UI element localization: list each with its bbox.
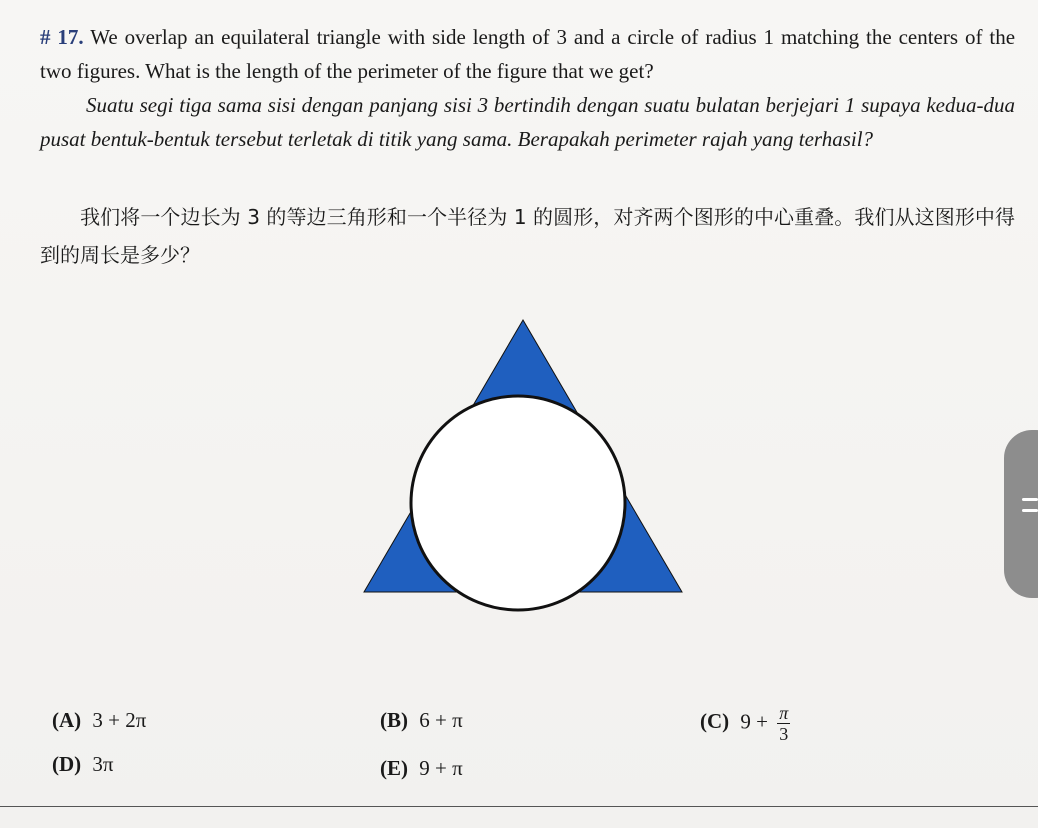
choice-c-letter: (C): [700, 709, 730, 734]
choice-d-text: 3π: [92, 752, 114, 776]
choice-d-letter: (D): [52, 752, 82, 776]
choice-e-letter: (E): [380, 756, 408, 780]
question-malay: [40, 88, 1015, 156]
choice-c-text: 9 +: [740, 709, 768, 734]
choice-c-numerator: π: [779, 703, 789, 723]
triangle-circle-figure: [356, 318, 690, 618]
menu-handle-icon: [1022, 498, 1038, 524]
choice-e[interactable]: [380, 756, 463, 781]
question-number: # 17.: [40, 25, 84, 49]
choice-b-text: 6 + π: [419, 708, 463, 732]
choice-b[interactable]: [380, 708, 463, 733]
overlap-circle: [411, 396, 625, 610]
choice-a-text: 3 + 2π: [92, 708, 147, 732]
choice-c[interactable]: [700, 703, 790, 744]
choice-c-denominator: 3: [779, 724, 789, 744]
choice-b-letter: (B): [380, 708, 408, 732]
question-english-text: We overlap an equilateral triangle with side length of 3 and a circle of radius 1 matching the centers of the two figures. What is the length of the perimeter of the figure that we get?: [40, 25, 1016, 83]
choice-d[interactable]: [52, 752, 114, 777]
choice-a[interactable]: [52, 708, 146, 733]
choice-a-letter: (A): [52, 708, 82, 732]
choice-e-text: 9 + π: [419, 756, 463, 780]
section-divider: [0, 806, 1038, 807]
choice-c-fraction: [777, 703, 790, 744]
question-english: [40, 20, 1015, 88]
question-chinese: [40, 198, 1015, 274]
question-chinese-text: 我们将一个边长为 3 的等边三角形和一个半径为 1 的圆形，对齐两个图形的中心重叠。我们从这图形中得到的周长是多少？: [40, 205, 1015, 267]
question-malay-text: Suatu segi tiga sama sisi dengan panjang sisi 3 bertindih dengan suatu bulatan berjejari 1 supaya kedua-dua pusat bentuk-bentuk tersebut terletak di titik yang sama. Berapakah perimeter rajah yang terhasil?: [40, 93, 1015, 151]
